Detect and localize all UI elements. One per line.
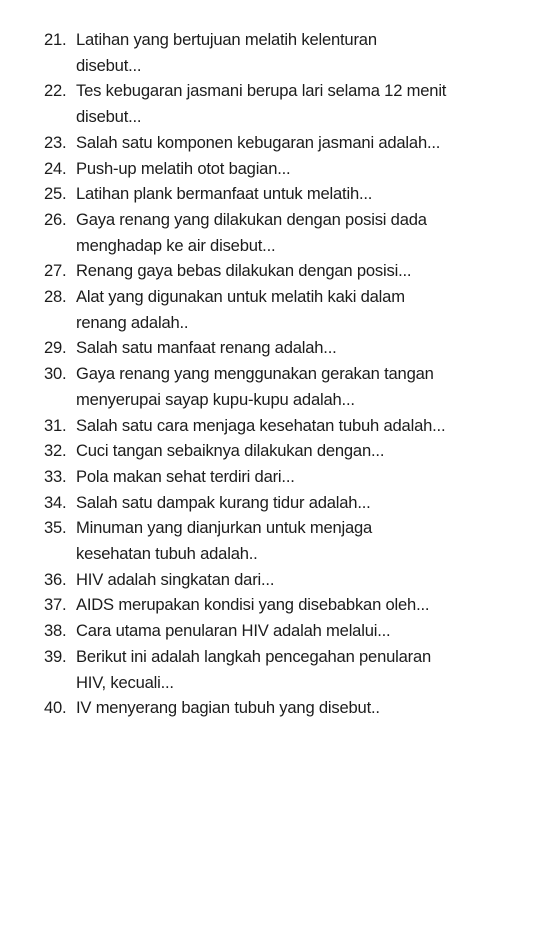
question-item <box>44 27 524 78</box>
question-number: 24. <box>44 158 67 178</box>
question-text: Pola makan sehat terdiri dari... <box>76 466 295 486</box>
question-item <box>44 130 524 156</box>
question-number: 21. <box>44 30 67 49</box>
question-text: Salah satu komponen kebugaran jasmani adalah... <box>76 132 441 152</box>
question-text: IV menyerang bagian tubuh yang disebut.. <box>76 698 380 718</box>
question-item <box>44 258 524 284</box>
question-item <box>44 207 524 258</box>
question-item <box>44 695 524 721</box>
question-item <box>44 592 524 618</box>
question-item <box>44 438 524 464</box>
question-text: Tes kebugaran jasmani berupa lari selama 12 menit disebut... <box>76 81 447 127</box>
question-number: 37. <box>44 595 67 615</box>
question-item <box>44 335 524 361</box>
question-item <box>44 181 524 207</box>
question-item <box>44 464 524 490</box>
question-item <box>44 413 524 439</box>
question-item <box>44 156 524 182</box>
question-number: 30. <box>44 364 67 384</box>
question-item <box>44 515 524 566</box>
question-text: Push-up melatih otot bagian... <box>76 158 291 178</box>
question-item <box>44 284 524 335</box>
question-number: 38. <box>44 621 67 641</box>
question-number: 33. <box>44 466 67 486</box>
question-text: Salah satu dampak kurang tidur adalah... <box>76 492 371 512</box>
question-number: 39. <box>44 646 67 666</box>
question-number: 32. <box>44 441 67 461</box>
question-item <box>44 567 524 593</box>
question-text: Minuman yang dianjurkan untuk menjaga kesehatan tubuh adalah.. <box>76 518 373 564</box>
question-number: 36. <box>44 569 67 589</box>
question-item <box>44 78 524 129</box>
question-number: 23. <box>44 132 67 152</box>
question-number: 34. <box>44 492 67 512</box>
question-text: Renang gaya bebas dilakukan dengan posisi... <box>76 261 412 281</box>
question-text: Latihan yang bertujuan melatih kelenturan disebut... <box>76 30 377 75</box>
question-text: AIDS merupakan kondisi yang disebabkan oleh... <box>76 595 430 615</box>
question-text: Cuci tangan sebaiknya dilakukan dengan... <box>76 441 385 461</box>
question-text: Salah satu manfaat renang adalah... <box>76 338 337 358</box>
question-text: HIV adalah singkatan dari... <box>76 569 275 589</box>
question-number: 35. <box>44 518 67 538</box>
question-text: Gaya renang yang dilakukan dengan posisi dada menghadap ke air disebut... <box>76 209 427 255</box>
question-number: 25. <box>44 184 67 204</box>
question-item <box>44 618 524 644</box>
question-item <box>44 644 524 695</box>
question-number: 29. <box>44 338 67 358</box>
question-item <box>44 490 524 516</box>
question-number: 22. <box>44 81 67 101</box>
question-text: Alat yang digunakan untuk melatih kaki dalam renang adalah.. <box>76 287 405 332</box>
question-text: Berikut ini adalah langkah pencegahan penularan HIV, kecuali... <box>76 646 432 692</box>
question-item <box>44 361 524 412</box>
question-text: Cara utama penularan HIV adalah melalui... <box>76 621 391 641</box>
question-text: Gaya renang yang menggunakan gerakan tangan menyerupai sayap kupu-kupu adalah... <box>76 364 434 409</box>
question-list <box>44 27 524 721</box>
question-text: Latihan plank bermanfaat untuk melatih... <box>76 184 373 204</box>
question-number: 28. <box>44 287 67 307</box>
question-text: Salah satu cara menjaga kesehatan tubuh adalah... <box>76 415 446 435</box>
question-number: 31. <box>44 415 67 435</box>
question-number: 26. <box>44 209 67 229</box>
question-number: 27. <box>44 261 67 281</box>
question-number: 40. <box>44 698 67 718</box>
